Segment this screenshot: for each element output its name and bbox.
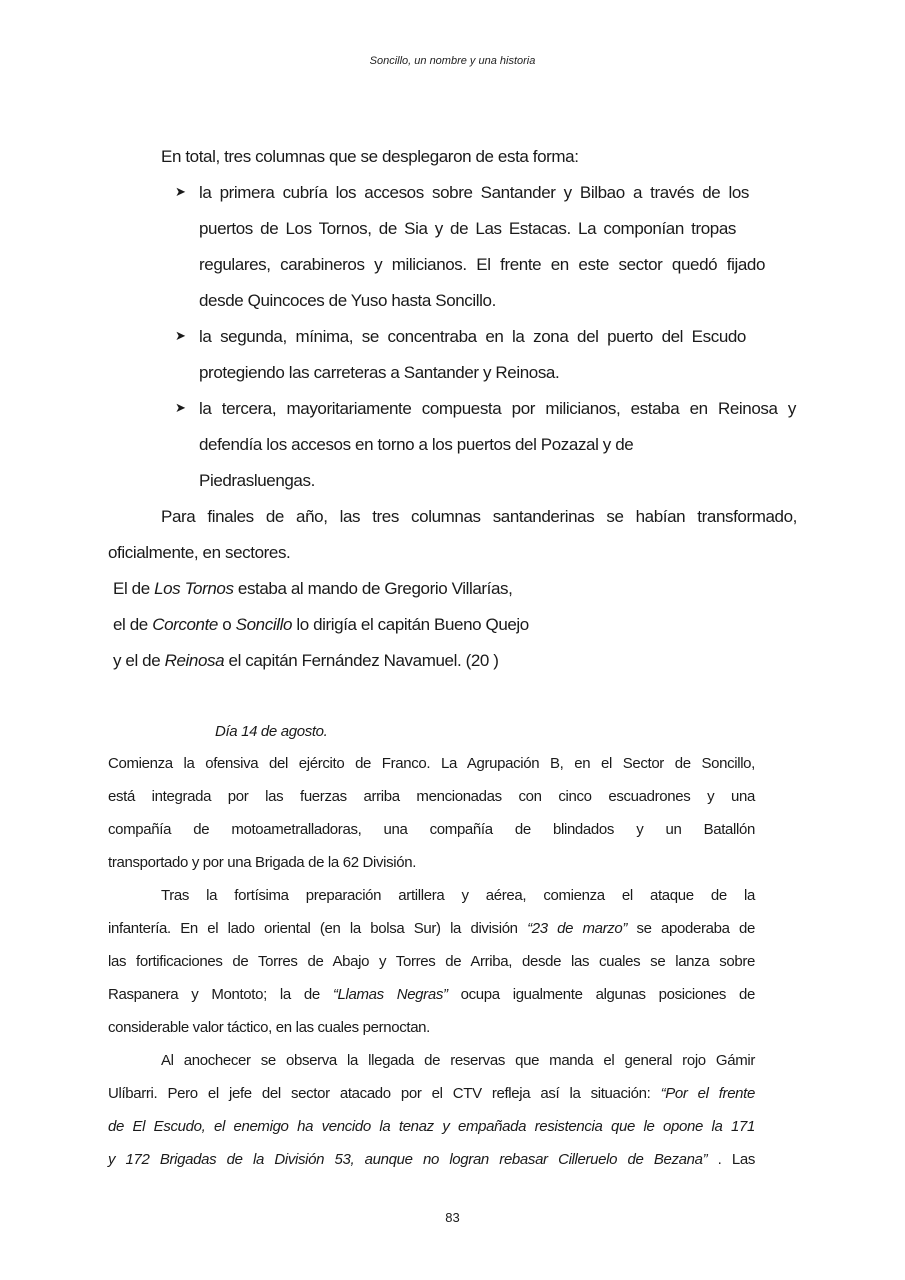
italic-text: “Por el frente (660, 1085, 755, 1102)
sector-line (113, 651, 499, 671)
italic-text: Día 14 de agosto. (215, 723, 328, 740)
text: desde Quincoces de Yuso hasta Soncillo. (199, 291, 496, 310)
paragraph-line (108, 1018, 430, 1038)
paragraph-line (108, 543, 290, 563)
text: se apoderaba de (636, 920, 755, 937)
arrowhead-bullet-icon: ➤ (175, 184, 186, 199)
paragraph-line (161, 147, 579, 167)
paragraph-line (108, 985, 755, 1005)
italic-text: “Llamas Negras” (332, 986, 448, 1003)
text: el capitán Fernández Navamuel. (20 ) (224, 651, 499, 670)
list-item-line (199, 327, 746, 347)
running-header: Soncillo, un nombre y una historia (369, 55, 536, 67)
italic-text: Los Tornos (154, 579, 234, 598)
list-item-line (199, 255, 765, 275)
text: la tercera, mayoritariamente compuesta por milicianos, estaba en Reinosa y (199, 399, 796, 418)
paragraph-line (108, 853, 416, 873)
text: Tras la fortísima preparación artillera y aérea, comienza el ataque de la (161, 887, 755, 904)
text: infantería. En el lado oriental (en la bolsa Sur) la división (108, 920, 528, 937)
paragraph-line (108, 919, 755, 939)
text: el de (113, 615, 153, 634)
text: El de (113, 579, 155, 598)
sector-line (113, 615, 529, 635)
arrowhead-bullet-icon: ➤ (175, 400, 186, 415)
text: puertos de Los Tornos, de Sia y de Las Estacas. La componían tropas (199, 219, 736, 238)
paragraph-line (108, 787, 755, 807)
list-item-line (199, 363, 559, 383)
text: considerable valor táctico, en las cuales pernoctan. (108, 1019, 430, 1036)
paragraph-line (161, 1051, 755, 1071)
paragraph-line (108, 1084, 755, 1104)
date-heading (215, 722, 327, 742)
text: o (217, 615, 236, 634)
text: oficialmente, en sectores. (108, 543, 291, 562)
list-item-line (199, 471, 315, 491)
text: Raspanera y Montoto; la de (108, 986, 333, 1003)
text: ocupa igualmente algunas posiciones de (460, 986, 755, 1003)
paragraph-line (161, 507, 797, 527)
text: lo dirigía el capitán Bueno Quejo (292, 615, 529, 634)
text: las fortificaciones de Torres de Abajo y Torres de Arriba, desde las cuales se lanza sobre (108, 953, 755, 970)
text: Para finales de año, las tres columnas santanderinas se habían transformado, (161, 507, 797, 526)
text: Ulíbarri. Pero el jefe del sector atacado por el CTV refleja así la situación: (108, 1085, 661, 1102)
text: Piedrasluengas. (199, 471, 315, 490)
text: Al anochecer se observa la llegada de reservas que manda el general rojo Gámir (161, 1052, 755, 1069)
page-number: 83 (445, 1210, 460, 1225)
paragraph-line (108, 754, 755, 774)
list-item-line (199, 219, 736, 239)
text: está integrada por las fuerzas arriba mencionadas con cinco escuadrones y una (108, 788, 755, 805)
text: estaba al mando de Gregorio Villarías, (233, 579, 513, 598)
arrowhead-bullet-icon: ➤ (175, 328, 186, 343)
text: compañía de motoametralladoras, una compañía de blindados y un Batallón (108, 821, 755, 838)
italic-text: Soncillo (235, 615, 293, 634)
paragraph-line (108, 820, 755, 840)
paragraph-line (108, 952, 755, 972)
paragraph-line (108, 1150, 755, 1170)
text: regulares, carabineros y milicianos. El frente en este sector quedó fijado (199, 255, 765, 274)
italic-text: y 172 Brigadas de la División 53, aunque no logran rebasar Cilleruelo de Bezana” (108, 1151, 708, 1168)
text: la segunda, mínima, se concentraba en la zona del puerto del Escudo (199, 327, 746, 346)
list-item-line (199, 399, 796, 419)
paragraph-line (108, 1117, 755, 1137)
text: y el de (113, 651, 165, 670)
text: defendía los accesos en torno a los puertos del Pozazal y de (199, 435, 634, 454)
italic-text: “23 de marzo” (527, 920, 628, 937)
italic-text: Corconte (152, 615, 218, 634)
text: . Las (717, 1151, 755, 1168)
text: protegiendo las carreteras a Santander y Reinosa. (199, 363, 560, 382)
list-item-line (199, 183, 749, 203)
text: transportado y por una Brigada de la 62 División. (108, 854, 417, 871)
italic-text: Reinosa (164, 651, 225, 670)
text: En total, tres columnas que se desplegaron de esta forma: (161, 147, 579, 166)
italic-text: de El Escudo, el enemigo ha vencido la tenaz y empañada resistencia que le opone la 171 (108, 1118, 755, 1135)
paragraph-line (161, 886, 755, 906)
list-item-line (199, 291, 496, 311)
sector-line (113, 579, 512, 599)
text: la primera cubría los accesos sobre Santander y Bilbao a través de los (199, 183, 749, 202)
text: Comienza la ofensiva del ejército de Franco. La Agrupación B, en el Sector de Soncillo, (108, 755, 755, 772)
list-item-line (199, 435, 633, 455)
